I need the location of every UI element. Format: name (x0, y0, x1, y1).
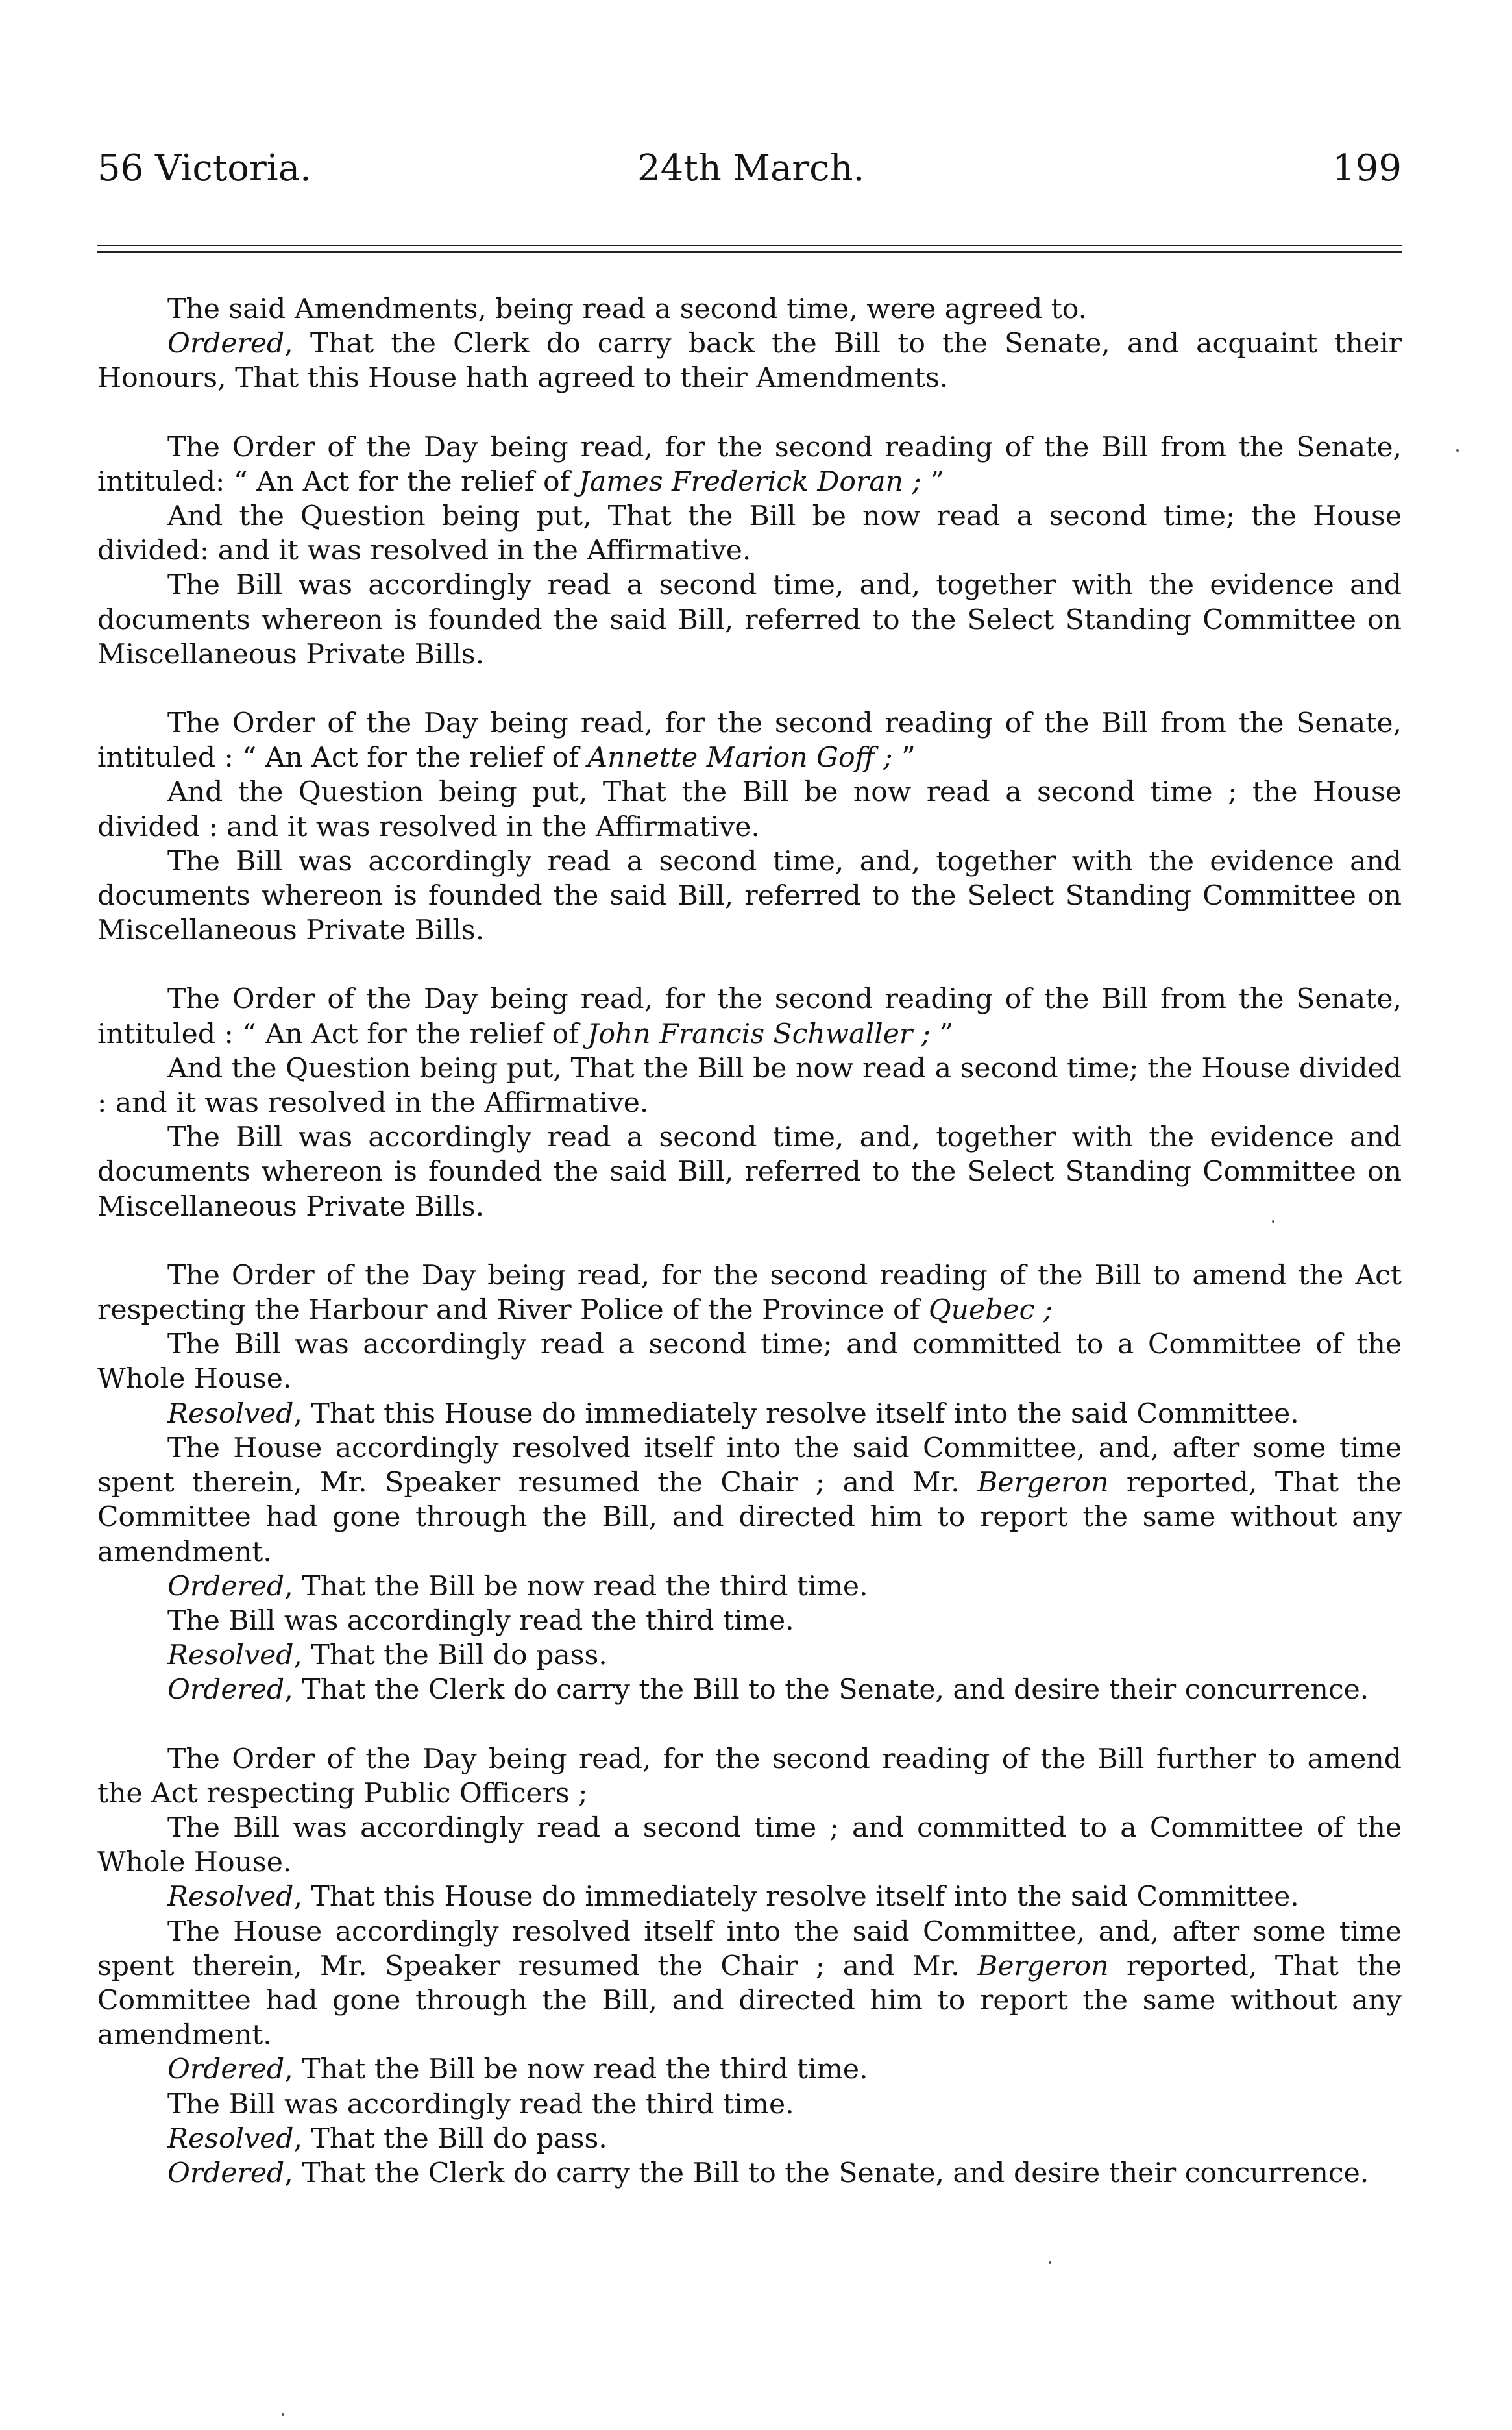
text-segment: , That this House do immediately resolve itself into the said Committee. (293, 1397, 1299, 1430)
italic-text: Resolved (167, 1881, 294, 1913)
text-segment: , That the Bill do pass. (293, 2122, 607, 2155)
paragraph-p7 (97, 775, 1402, 844)
text-segment: The Bill was accordingly read a second time, and, together with the evidence and documents whereon is founded the said Bill, referred to the Select Standing Committee on Miscellaneous Private Bills. (97, 1122, 1402, 1223)
italic-text: Ordered (167, 1570, 285, 1602)
paragraph-p22 (97, 1880, 1402, 1914)
paragraph-p21 (97, 1811, 1402, 1880)
paragraph-p3 (97, 430, 1402, 499)
text-segment: The Bill was accordingly read the third time. (167, 1604, 794, 1637)
paragraph-p16 (97, 1569, 1402, 1604)
italic-text: Quebec ; (928, 1294, 1053, 1327)
journal-body (97, 292, 1402, 2191)
paragraph-p27 (97, 2156, 1402, 2191)
paragraph-p12 (97, 1258, 1402, 1327)
italic-text: Resolved (167, 1639, 294, 1672)
text-segment: The Order of the Day being read, for the second reading of the Bill further to amend the Act respecting Public Officers ; (97, 1743, 1402, 1810)
text-segment: The House accordingly resolved itself into the said Committee, and, after some time spent therein, Mr. Speaker resumed the Chair ; and Mr. (97, 1432, 1402, 1499)
paragraph-p11 (97, 1120, 1402, 1224)
text-segment: , That the Bill be now read the third time. (284, 2054, 868, 2086)
text-segment: The Order of the Day being read, for the second reading of the Bill from the Senate, intituled: “ An Act for the relief of (97, 431, 1402, 498)
running-header (97, 146, 1402, 204)
text-segment: The House accordingly resolved itself into the said Committee, and, after some time spent therein, Mr. Speaker resumed the Chair ; and Mr. (97, 1915, 1402, 1982)
text-segment: The Order of the Day being read, for the second reading of the Bill from the Senate, intituled : “ An Act for the relief of (97, 983, 1402, 1050)
paragraph-p25 (97, 2087, 1402, 2122)
print-speck (282, 2413, 284, 2416)
paragraph-p10 (97, 1051, 1402, 1120)
paragraph-p2 (97, 326, 1402, 395)
text-segment: And the Question being put, That the Bill be now read a second time; the House divided : and it was resolved in the Affirmative. (97, 1052, 1402, 1120)
text-segment: reported, That the Committee had gone through the Bill, and directed him to report the same without any amendment. (97, 1950, 1402, 2052)
text-segment: The said Amendments, being read a second time, were agreed to. (167, 293, 1088, 325)
paragraph-p20 (97, 1742, 1402, 1811)
session-label: 56 Victoria. (97, 147, 311, 190)
text-segment: reported, That the Committee had gone through the Bill, and directed him to report the same without any amendment. (97, 1467, 1402, 1568)
paragraph-p24 (97, 2052, 1402, 2087)
paragraph-p23 (97, 1915, 1402, 2053)
paragraph-p26 (97, 2122, 1402, 2156)
date-label: 24th March. (637, 147, 865, 190)
text-segment: , That the Bill be now read the third time. (284, 1570, 868, 1602)
paragraph-p13 (97, 1327, 1402, 1396)
italic-text: Annette Marion Goff ; (587, 742, 893, 774)
text-segment: The Bill was accordingly read a second time, and, together with the evidence and documents whereon is founded the said Bill, referred to the Select Standing Committee on Miscellaneous Private Bills. (97, 845, 1402, 947)
text-segment: And the Question being put, That the Bill be now read a second time ; the House divided : and it was resolved in the Affirmative. (97, 776, 1402, 843)
italic-text: Ordered (167, 2054, 285, 2086)
paragraph-p9 (97, 982, 1402, 1051)
text-segment: ” (931, 1018, 954, 1050)
paragraph-p17 (97, 1604, 1402, 1638)
paragraph-p4 (97, 499, 1402, 568)
text-segment: ” (921, 465, 945, 498)
page-number: 199 (1332, 147, 1402, 190)
text-segment: , That the Clerk do carry the Bill to the Senate, and desire their concurrence. (284, 1674, 1369, 1706)
paragraph-p1 (97, 292, 1402, 326)
italic-text: Ordered (167, 328, 285, 360)
text-segment: The Order of the Day being read, for the second reading of the Bill to amend the Act respecting the Harbour and River Police of the Province of (97, 1259, 1402, 1327)
italic-text: Bergeron (977, 1467, 1109, 1499)
text-segment: ” (892, 742, 916, 774)
paragraph-p15 (97, 1431, 1402, 1569)
text-segment: The Bill was accordingly read a second time ; and committed to a Committee of the Whole House. (97, 1811, 1402, 1879)
print-speck (1456, 449, 1459, 452)
print-speck (1272, 1220, 1274, 1223)
italic-text: Bergeron (977, 1950, 1109, 1982)
italic-text: Ordered (167, 2157, 285, 2189)
paragraph-p5 (97, 568, 1402, 672)
text-segment: The Bill was accordingly read the third time. (167, 2088, 794, 2120)
text-segment: , That the Clerk do carry the Bill to the Senate, and desire their concurrence. (284, 2157, 1369, 2189)
header-double-rule (97, 245, 1402, 253)
text-segment: , That the Bill do pass. (293, 1639, 607, 1672)
text-segment: , That this House do immediately resolve itself into the said Committee. (293, 1881, 1299, 1913)
italic-text: John Francis Schwaller ; (587, 1018, 931, 1050)
italic-text: Resolved (167, 1397, 294, 1430)
paragraph-p6 (97, 706, 1402, 775)
italic-text: Ordered (167, 1674, 285, 1706)
text-segment: The Order of the Day being read, for the second reading of the Bill from the Senate, intituled : “ An Act for the relief of (97, 707, 1402, 774)
paragraph-p8 (97, 844, 1402, 948)
italic-text: Resolved (167, 2122, 294, 2155)
journal-page (97, 146, 1402, 2191)
paragraph-p14 (97, 1397, 1402, 1431)
text-segment: And the Question being put, That the Bill be now read a second time; the House divided: and it was resolved in the Affirmative. (97, 500, 1402, 567)
print-speck (1049, 2261, 1051, 2264)
text-segment: The Bill was accordingly read a second time, and, together with the evidence and documents whereon is founded the said Bill, referred to the Select Standing Committee on Miscellaneous Private Bills. (97, 569, 1402, 670)
italic-text: James Frederick Doran ; (578, 465, 921, 498)
text-segment: , That the Clerk do carry back the Bill to the Senate, and acquaint their Honours, That this House hath agreed to their Amendments. (97, 328, 1402, 395)
paragraph-p19 (97, 1673, 1402, 1707)
paragraph-p18 (97, 1638, 1402, 1673)
text-segment: The Bill was accordingly read a second time; and committed to a Committee of the Whole House. (97, 1329, 1402, 1395)
